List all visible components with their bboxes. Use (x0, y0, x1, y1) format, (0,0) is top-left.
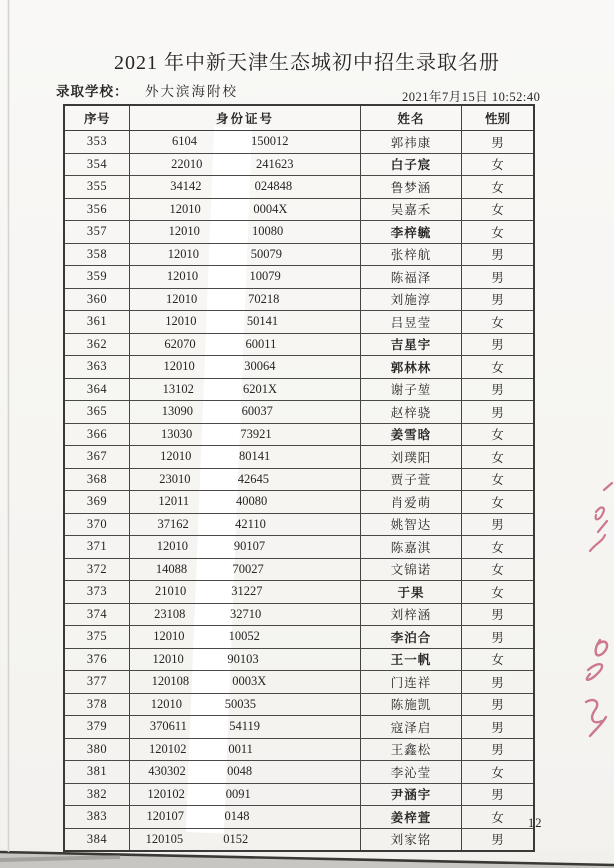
cell-id-number (130, 356, 361, 378)
table-row (65, 266, 533, 289)
cell-serial-number: 359 (65, 266, 130, 288)
cell-gender: 男 (491, 833, 504, 848)
cell-student-name: 尹涵宇 (361, 784, 462, 806)
id-number-prefix: 12010 (166, 291, 198, 306)
id-number-suffix: 32710 (229, 606, 262, 621)
id-redacted-gap (189, 681, 232, 682)
id-redacted-gap (188, 546, 234, 547)
id-number-suffix: 70027 (232, 561, 264, 576)
table-row (65, 626, 533, 649)
cell-serial-number: 362 (65, 334, 130, 356)
table-row (65, 491, 533, 514)
cell-student-name: 王鑫松 (361, 739, 462, 761)
cell-gender: 女 (491, 563, 504, 578)
id-number-suffix: 42110 (235, 516, 266, 531)
id-redacted-gap (185, 636, 229, 637)
table-row (65, 356, 533, 379)
cell-id-number (130, 829, 361, 851)
cell-serial-number: 377 (65, 671, 130, 693)
id-number-prefix: 34142 (170, 179, 202, 194)
table-row (65, 379, 533, 402)
cell-id-number (130, 199, 361, 221)
cell-serial-number: 368 (65, 469, 130, 491)
cell-id-number (130, 266, 361, 288)
cell-id-number (130, 131, 361, 153)
id-redacted-gap (189, 501, 236, 502)
cell-student-name: 肖爱萌 (361, 491, 462, 513)
cell-id-number (130, 671, 361, 693)
cell-student-name: 刘家铭 (361, 829, 462, 851)
id-number-prefix: 12010 (166, 269, 199, 284)
id-redacted-gap (197, 141, 251, 142)
id-number-suffix: 90107 (233, 539, 266, 554)
cell-serial-number: 371 (65, 536, 130, 558)
table-row (65, 311, 533, 334)
cell-gender: 男 (491, 698, 504, 713)
cell-id-number (130, 424, 361, 446)
paper-bottom-edge-line (0, 852, 614, 865)
paper-edge-shadow-area (0, 853, 614, 868)
id-number-prefix: 6104 (172, 134, 197, 149)
red-ink-mark-upper (590, 483, 612, 551)
cell-student-name: 姚智达 (361, 514, 462, 536)
id-number-prefix: 370611 (149, 719, 187, 734)
cell-student-name: 陈福泽 (361, 266, 462, 288)
table-row (65, 559, 533, 582)
id-redacted-gap (184, 659, 228, 660)
id-number-prefix: 120108 (151, 674, 190, 689)
id-number-prefix: 12010 (163, 359, 195, 374)
id-number-prefix: 14088 (155, 561, 188, 576)
cell-id-number (130, 311, 361, 333)
cell-serial-number: 364 (65, 379, 130, 401)
table-row (65, 424, 533, 447)
cell-serial-number: 363 (65, 356, 130, 378)
cell-student-name: 陈嘉淇 (361, 536, 462, 558)
cell-id-number (130, 559, 361, 581)
cell-gender: 男 (491, 293, 504, 308)
cell-serial-number: 365 (65, 401, 130, 423)
id-number-suffix: 54119 (229, 719, 261, 734)
cell-gender: 女 (491, 473, 504, 488)
id-number-suffix: 60011 (245, 336, 277, 351)
cell-serial-number: 378 (65, 694, 130, 716)
id-redacted-gap (184, 816, 225, 817)
cell-student-name: 刘施淳 (361, 289, 462, 311)
cell-gender: 女 (491, 810, 504, 825)
cell-id-number (130, 289, 361, 311)
id-number-prefix: 13102 (162, 381, 194, 396)
table-row (65, 514, 533, 537)
cell-student-name: 刘璞阳 (361, 446, 462, 468)
cell-gender: 男 (491, 270, 504, 285)
school-name: 外大滨海附校 (145, 84, 238, 99)
table-row (65, 604, 533, 627)
cell-gender: 女 (491, 540, 504, 555)
id-number-prefix: 430302 (148, 764, 186, 779)
table-row (65, 739, 533, 762)
id-redacted-gap (193, 411, 242, 412)
id-redacted-gap (185, 614, 230, 615)
table-row (65, 671, 533, 694)
cell-id-number (130, 379, 361, 401)
cell-id-number (130, 334, 361, 356)
id-number-prefix: 12011 (158, 494, 190, 509)
id-number-suffix: 70218 (248, 291, 280, 306)
table-row (65, 446, 533, 469)
id-redacted-gap (196, 321, 246, 322)
cell-serial-number: 384 (65, 829, 130, 851)
table-row (65, 784, 533, 807)
table-row (65, 829, 533, 851)
id-number-prefix: 12010 (160, 449, 192, 464)
id-number-suffix: 50079 (250, 246, 282, 261)
id-number-suffix: 10052 (228, 629, 260, 644)
cell-student-name: 姜梓萱 (361, 806, 462, 828)
table-row (65, 334, 533, 357)
id-number-suffix: 10079 (249, 269, 281, 284)
table-body (65, 131, 533, 850)
id-number-prefix: 12010 (153, 629, 185, 644)
cell-student-name: 吕昱莹 (361, 311, 462, 333)
cell-id-number (130, 739, 361, 761)
cell-student-name: 李梓毓 (361, 221, 462, 243)
cell-gender: 男 (491, 608, 504, 623)
cell-gender: 女 (491, 180, 504, 195)
cell-id-number (130, 176, 361, 198)
table-row (65, 401, 533, 424)
id-number-prefix: 23010 (159, 471, 191, 486)
id-number-prefix: 21010 (155, 584, 187, 599)
paper-corner-shadow (0, 857, 120, 860)
cell-id-number (130, 784, 361, 806)
id-redacted-gap (189, 524, 235, 525)
header-cell-gender: 性别 (484, 112, 510, 126)
id-number-suffix: 60037 (241, 404, 273, 419)
id-number-prefix: 12010 (168, 224, 200, 239)
cell-id-number (130, 536, 361, 558)
cell-student-name: 吉星宇 (361, 334, 462, 356)
cell-id-number (130, 514, 361, 536)
id-number-suffix: 80141 (239, 449, 271, 464)
id-number-suffix: 50035 (224, 696, 256, 711)
table-row (65, 761, 533, 784)
id-number-suffix: 0152 (223, 831, 249, 846)
cell-student-name: 赵梓骁 (361, 401, 462, 423)
cell-id-number (130, 806, 361, 828)
table-header-row (65, 106, 533, 131)
id-number-suffix: 90103 (227, 651, 259, 666)
cell-serial-number: 353 (65, 131, 130, 153)
cell-serial-number: 374 (65, 604, 130, 626)
id-redacted-gap (187, 569, 232, 570)
cell-id-number (130, 761, 361, 783)
id-number-suffix: 0004X (253, 201, 288, 216)
table-row (65, 154, 533, 177)
id-redacted-gap (196, 344, 246, 345)
id-redacted-gap (199, 254, 251, 255)
cell-gender: 女 (491, 360, 504, 375)
cell-serial-number: 361 (65, 311, 130, 333)
print-datetime: 2021年7月15日 10:52:40 (402, 90, 541, 104)
id-number-suffix: 10080 (252, 224, 284, 239)
cell-student-name: 郭林林 (361, 356, 462, 378)
cell-gender: 女 (491, 203, 504, 218)
id-number-prefix: 13030 (160, 426, 193, 441)
id-redacted-gap (194, 389, 243, 390)
cell-gender: 男 (491, 135, 504, 150)
id-number-prefix: 120107 (146, 809, 184, 824)
cell-id-number (130, 469, 361, 491)
id-redacted-gap (186, 591, 231, 592)
id-number-prefix: 12010 (167, 246, 199, 261)
id-number-prefix: 12010 (156, 539, 188, 554)
id-number-suffix: 0148 (224, 809, 250, 824)
cell-id-number (130, 626, 361, 648)
id-redacted-gap (187, 726, 229, 727)
cell-id-number (130, 401, 361, 423)
cell-serial-number: 373 (65, 581, 130, 603)
cell-student-name: 寇泽启 (361, 716, 462, 738)
cell-student-name: 鲁梦涵 (361, 176, 462, 198)
table-row (65, 176, 533, 199)
school-label: 录取学校： (56, 84, 129, 99)
header-cell-id-number: 身份证号 (130, 106, 361, 130)
id-redacted-gap (191, 456, 239, 457)
id-number-prefix: 12010 (165, 314, 197, 329)
admissions-roster-table (63, 104, 535, 852)
page-title: 2021 年中新天津生态城初中招生录取名册 (114, 52, 500, 74)
cell-student-name: 陈施凯 (361, 694, 462, 716)
id-number-suffix: 73921 (240, 426, 272, 441)
id-redacted-gap (202, 164, 256, 165)
cell-student-name: 谢子堃 (361, 379, 462, 401)
id-redacted-gap (192, 434, 240, 435)
cell-gender: 女 (491, 225, 504, 240)
cell-serial-number: 367 (65, 446, 130, 468)
id-redacted-gap (191, 479, 238, 480)
cell-serial-number: 382 (65, 784, 130, 806)
page-number: 12 (528, 816, 543, 830)
cell-student-name: 白子宸 (361, 154, 462, 176)
table-row (65, 131, 533, 154)
cell-serial-number: 375 (65, 626, 130, 648)
table-row (65, 581, 533, 604)
id-number-prefix: 62070 (164, 336, 196, 351)
cell-student-name: 于果 (361, 581, 462, 603)
id-redacted-gap (185, 794, 226, 795)
cell-id-number (130, 154, 361, 176)
cell-serial-number: 379 (65, 716, 130, 738)
id-redacted-gap (182, 704, 225, 705)
cell-serial-number: 381 (65, 761, 130, 783)
id-redacted-gap (186, 771, 227, 772)
cell-serial-number: 360 (65, 289, 130, 311)
cell-id-number (130, 581, 361, 603)
cell-id-number (130, 244, 361, 266)
cell-gender: 男 (491, 743, 504, 758)
id-redacted-gap (200, 231, 252, 232)
cell-student-name: 郭祎康 (361, 131, 462, 153)
cell-serial-number: 383 (65, 806, 130, 828)
cell-gender: 女 (491, 158, 504, 173)
cell-serial-number: 354 (65, 154, 130, 176)
cell-id-number (130, 221, 361, 243)
cell-gender: 女 (491, 450, 504, 465)
header-cell-serial: 序号 (65, 106, 130, 130)
cell-id-number (130, 649, 361, 671)
id-number-suffix: 0003X (232, 674, 267, 689)
id-number-prefix: 120105 (145, 831, 184, 846)
cell-student-name: 文锦诺 (361, 559, 462, 581)
id-number-suffix: 50141 (246, 314, 279, 329)
cell-serial-number: 357 (65, 221, 130, 243)
id-redacted-gap (187, 749, 229, 750)
cell-gender: 男 (491, 518, 504, 533)
id-number-suffix: 0011 (228, 741, 253, 756)
cell-student-name: 李泊合 (361, 626, 462, 648)
id-redacted-gap (198, 276, 249, 277)
id-number-prefix: 22010 (171, 156, 203, 171)
red-ink-mark-lower (586, 640, 607, 736)
id-number-suffix: 40080 (235, 494, 268, 509)
table-row (65, 716, 533, 739)
id-number-prefix: 37162 (157, 516, 189, 531)
cell-serial-number: 355 (65, 176, 130, 198)
id-redacted-gap (183, 839, 223, 840)
id-redacted-gap (195, 366, 245, 367)
id-redacted-gap (202, 186, 255, 187)
cell-student-name: 门连祥 (361, 671, 462, 693)
table-row (65, 806, 533, 829)
cell-student-name: 贾子萱 (361, 469, 462, 491)
id-number-prefix: 12010 (169, 201, 201, 216)
id-number-suffix: 024848 (254, 179, 293, 194)
id-number-suffix: 241623 (255, 156, 294, 171)
cell-gender: 男 (491, 720, 504, 735)
id-number-suffix: 31227 (231, 584, 263, 599)
cell-student-name: 张梓航 (361, 244, 462, 266)
cell-serial-number: 358 (65, 244, 130, 266)
cell-serial-number: 376 (65, 649, 130, 671)
cell-gender: 男 (491, 338, 504, 353)
id-number-prefix: 23108 (154, 606, 186, 621)
cell-serial-number: 372 (65, 559, 130, 581)
id-number-suffix: 30064 (244, 359, 276, 374)
id-number-suffix: 42645 (237, 471, 269, 486)
table-row (65, 469, 533, 492)
table-row (65, 244, 533, 267)
cell-student-name: 姜雪晗 (361, 424, 462, 446)
id-number-suffix: 0091 (225, 786, 251, 801)
id-redacted-gap (201, 209, 254, 210)
cell-student-name: 李沁莹 (361, 761, 462, 783)
cell-serial-number: 369 (65, 491, 130, 513)
cell-gender: 男 (491, 248, 504, 263)
cell-id-number (130, 716, 361, 738)
cell-gender: 女 (491, 315, 504, 330)
cell-id-number (130, 491, 361, 513)
cell-student-name: 王一帆 (361, 649, 462, 671)
id-redacted-gap (197, 299, 248, 300)
table-row (65, 694, 533, 717)
table-row (65, 649, 533, 672)
cell-serial-number: 380 (65, 739, 130, 761)
cell-serial-number: 370 (65, 514, 130, 536)
cell-gender: 女 (491, 585, 504, 600)
cell-student-name: 吴嘉禾 (361, 199, 462, 221)
header-cell-name: 姓名 (361, 106, 462, 130)
id-number-prefix: 13090 (161, 404, 194, 419)
cell-gender: 女 (491, 653, 504, 668)
cell-id-number (130, 694, 361, 716)
cell-gender: 男 (491, 405, 504, 420)
cell-gender: 女 (491, 428, 504, 443)
cell-serial-number: 356 (65, 199, 130, 221)
table-row (65, 536, 533, 559)
id-number-prefix: 120102 (147, 786, 185, 801)
cell-gender: 女 (491, 495, 504, 510)
cell-id-number (130, 446, 361, 468)
id-number-prefix: 120102 (149, 741, 187, 756)
id-number-suffix: 6201X (242, 381, 277, 396)
cell-serial-number: 366 (65, 424, 130, 446)
id-number-suffix: 150012 (251, 134, 289, 149)
cell-gender: 男 (491, 383, 504, 398)
id-number-prefix: 12010 (150, 696, 182, 711)
cell-gender: 男 (491, 630, 504, 645)
id-number-suffix: 0048 (227, 764, 253, 779)
cell-student-name: 刘梓涵 (361, 604, 462, 626)
table-row (65, 289, 533, 312)
id-number-prefix: 12010 (152, 651, 184, 666)
cell-id-number (130, 604, 361, 626)
table-row (65, 199, 533, 222)
cell-gender: 男 (491, 675, 504, 690)
cell-gender: 女 (491, 765, 504, 780)
table-row (65, 221, 533, 244)
cell-gender: 男 (491, 788, 504, 803)
